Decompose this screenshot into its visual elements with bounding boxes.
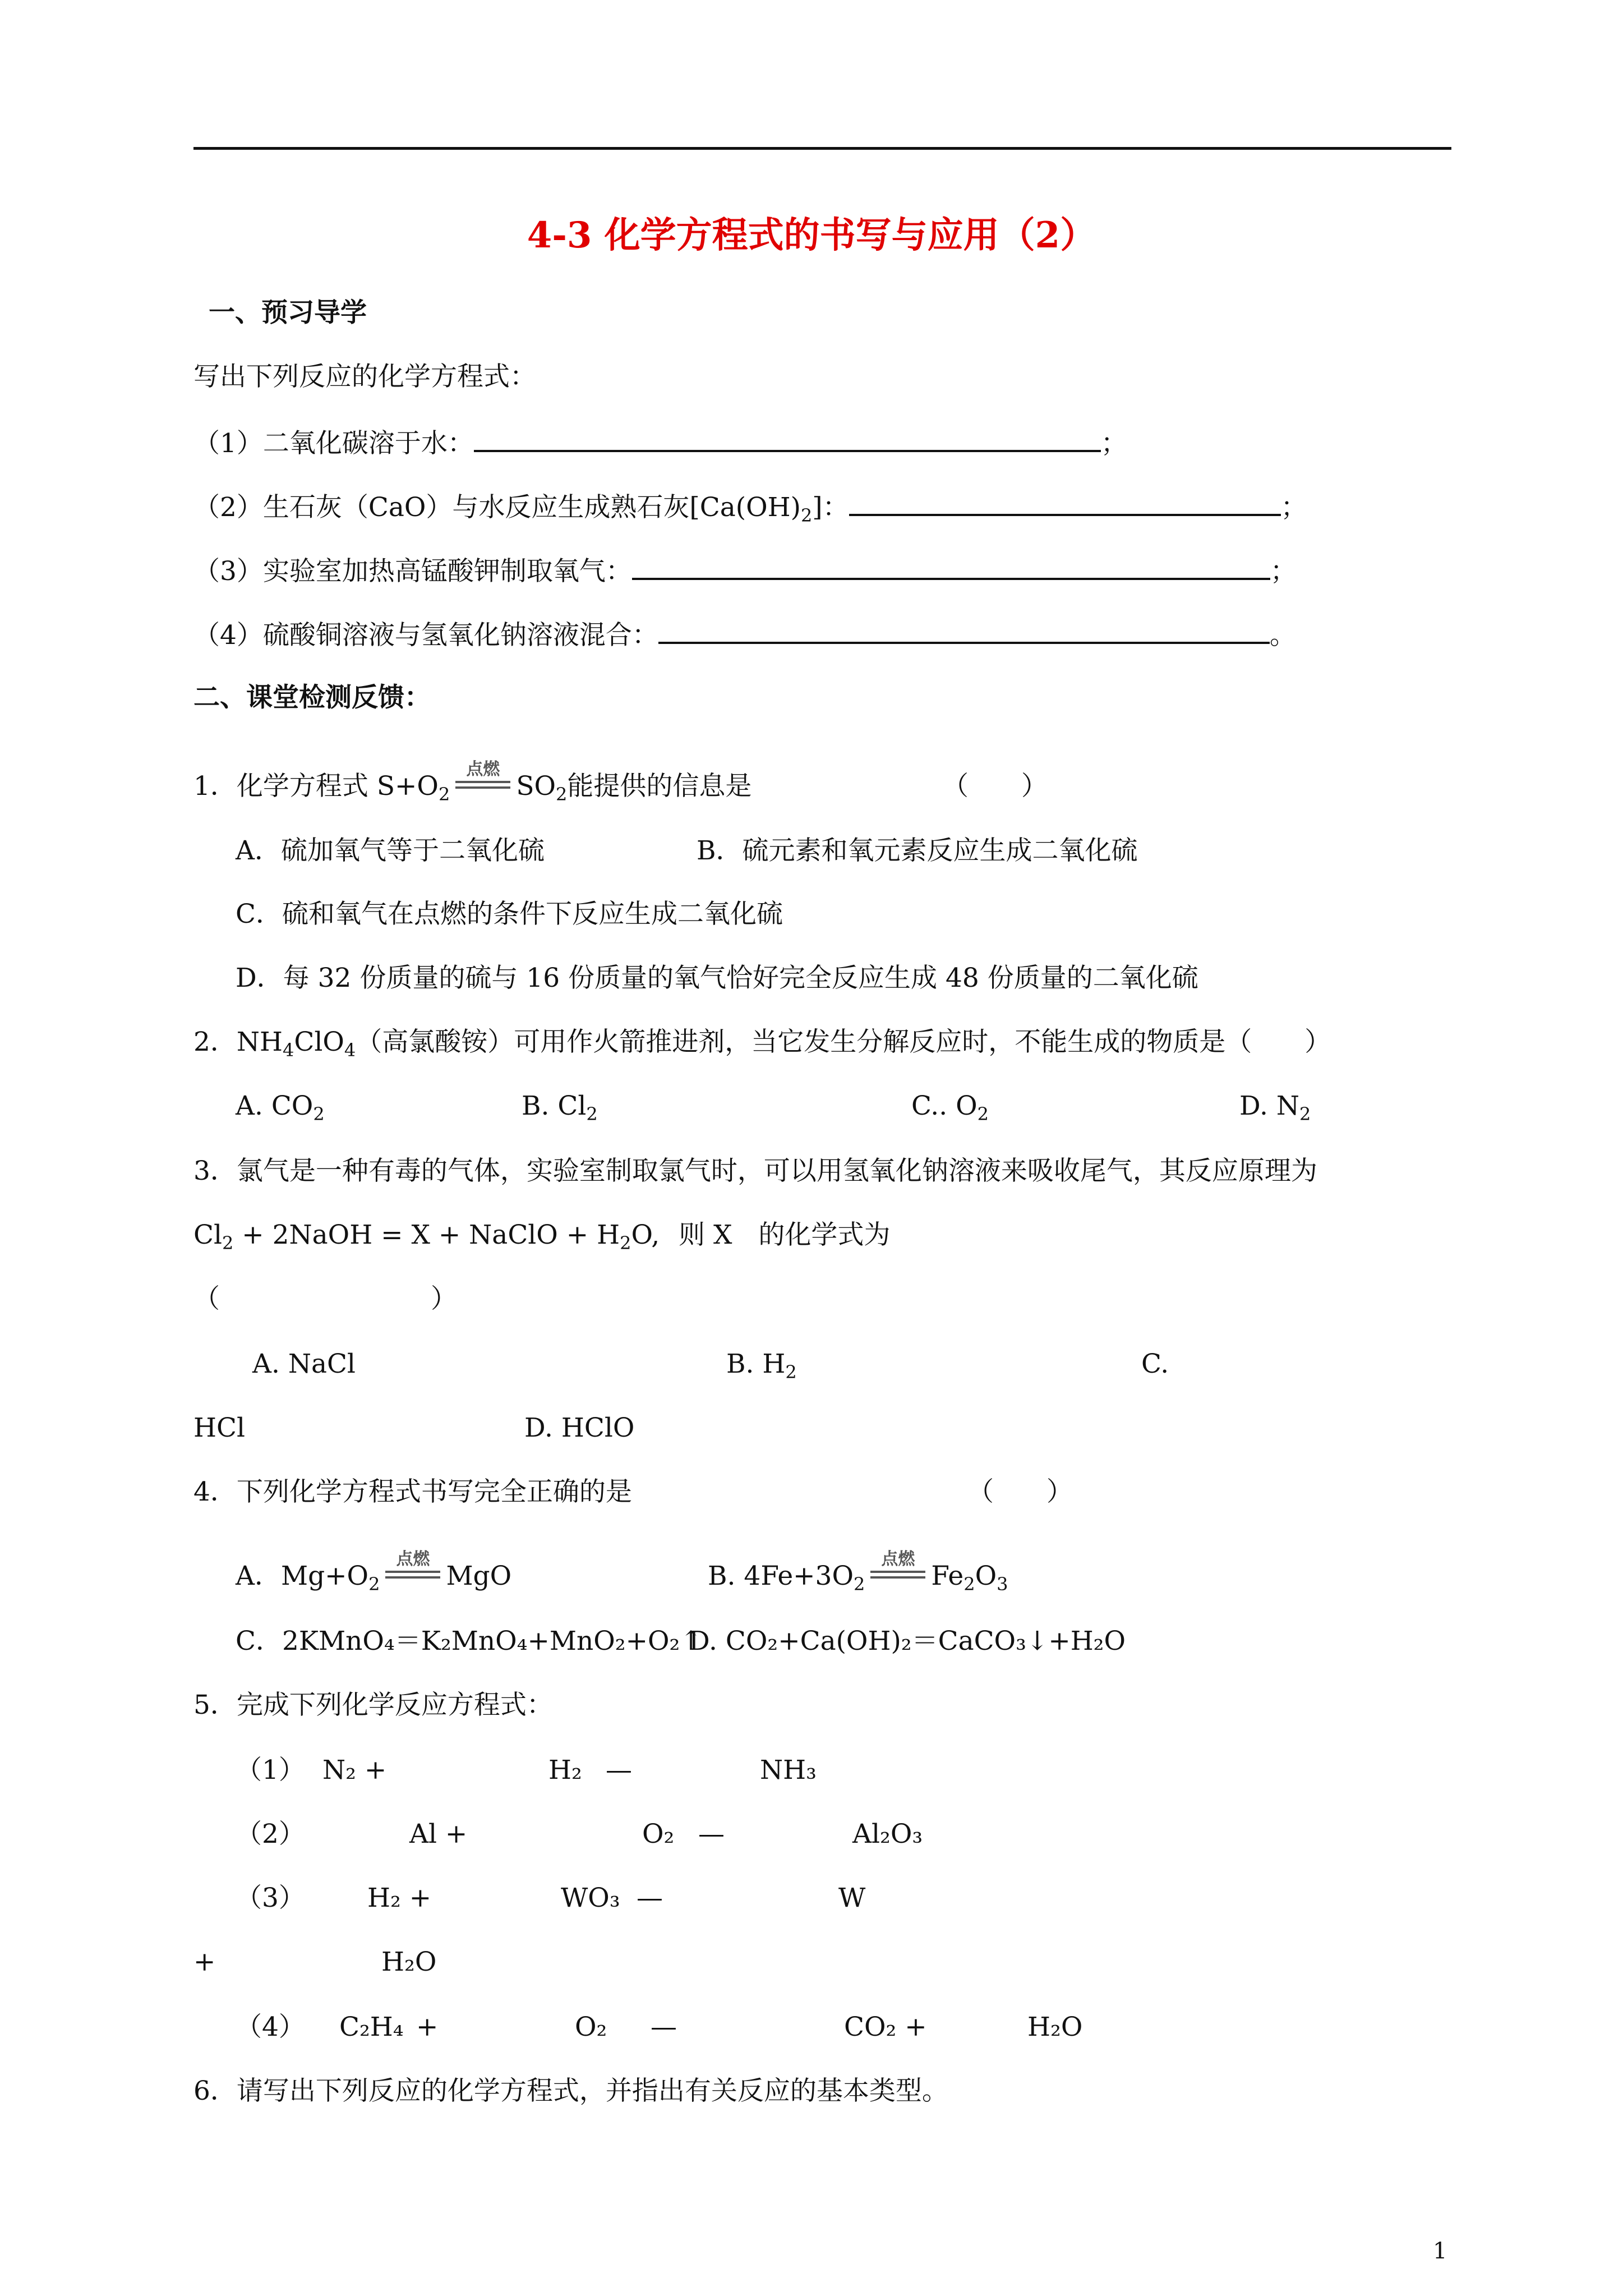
q3-option-c[interactable]: C.: [1141, 1349, 1169, 1379]
prep-question-1: [193, 425, 1127, 461]
prep-q4-text: （4）硫酸铜溶液与氢氧化钠溶液混合：: [193, 620, 658, 651]
period: 。: [1269, 620, 1296, 651]
question-2-stem: [193, 1025, 1331, 1059]
q2-text-end: （高氯酸铵）可用作火箭推进剂，当它发生分解反应时，不能生成的物质是（ ）: [356, 1027, 1331, 1057]
q5-r2-reactant-1: Al +: [409, 1819, 468, 1849]
q4-option-b[interactable]: B. $4Fe+3O_2$ 点燃 $Fe_2O_3$: [708, 1549, 1008, 1595]
page-title: 4-3 化学方程式的书写与应用（2）: [527, 214, 1096, 256]
q2-text: 2．NH: [193, 1027, 283, 1057]
subscript: 2: [800, 505, 813, 526]
q5-r2-dash: —: [698, 1819, 725, 1849]
q2-option-d[interactable]: D. $N_2$: [1239, 1091, 1311, 1125]
reaction-condition-arrow: 点燃: [385, 1559, 440, 1593]
q4-option-d[interactable]: D. CO₂+Ca(OH)₂＝CaCO₃↓+H₂O: [689, 1626, 1126, 1657]
q5-r3-product-2: H₂O: [381, 1947, 437, 1977]
q2-text: ClO: [294, 1027, 344, 1057]
answer-blank-1[interactable]: [474, 425, 1101, 452]
q5-r1-reactant-2: H₂: [548, 1755, 582, 1786]
question-4-stem: 4．下列化学方程式书写完全正确的是: [193, 1476, 632, 1507]
q5-reaction-2-label: （2）: [236, 1819, 305, 1849]
q1-option-d[interactable]: D．每 32 份质量的硫与 16 份质量的氧气恰好完全反应生成 48 份质量的二氧化硫: [236, 963, 1198, 993]
q4-option-a[interactable]: A．$Mg+O_2$ 点燃 MgO: [236, 1549, 512, 1595]
q5-r3-dash: —: [637, 1883, 663, 1913]
prep-q2-text-end: ]：: [812, 492, 849, 523]
q1-option-b[interactable]: B．硫元素和氧元素反应生成二氧化硫: [697, 835, 1138, 866]
prep-question-3: [193, 553, 1297, 588]
semicolon: ；: [1100, 428, 1127, 459]
answer-blank-3[interactable]: [632, 553, 1270, 580]
prep-question-4: [193, 617, 1296, 652]
q5-r3-reactant-1: H₂ +: [367, 1883, 432, 1913]
question-3-ask: 则 X 的化学式为: [679, 1220, 891, 1250]
subscript: 2: [438, 784, 450, 805]
reaction-condition-arrow: [455, 760, 510, 803]
q3-option-c-value[interactable]: HCl: [193, 1412, 245, 1443]
q2-option-a[interactable]: A. $CO_2$: [236, 1091, 325, 1125]
q1-product: SO: [516, 771, 556, 802]
semicolon: ；: [1280, 492, 1307, 523]
prep-q1-text: （1）二氧化碳溶于水：: [193, 428, 474, 459]
q3-answer-paren[interactable]: （ ）: [193, 1283, 457, 1314]
q5-r3-reactant-2: WO₃: [561, 1883, 620, 1913]
q1-text-end: 能提供的信息是: [567, 771, 752, 802]
answer-blank-4[interactable]: [658, 617, 1270, 644]
condition-label: 点燃: [466, 760, 500, 779]
q5-r1-product: NH₃: [760, 1755, 817, 1786]
question-3-equation: $Cl_2$ + 2NaOH = X + NaClO + $H_2O$,: [193, 1220, 660, 1254]
q4-option-c[interactable]: C．2KMnO₄＝K₂MnO₄+MnO₂+O₂↑: [236, 1626, 702, 1657]
section2-heading: 二、课堂检测反馈：: [193, 682, 431, 713]
q5-reaction-3-label: （3）: [236, 1883, 305, 1913]
q1-option-a[interactable]: A．硫加氧气等于二氧化硫: [236, 835, 545, 866]
q5-r4-plus: +: [416, 2012, 439, 2042]
q4-answer-paren[interactable]: （ ）: [967, 1476, 1073, 1507]
q1-answer-paren[interactable]: （ ）: [942, 771, 1048, 802]
header-rule: [193, 147, 1451, 150]
q5-reaction-4-label: （4）: [236, 2012, 305, 2042]
page-number: 1: [1433, 2238, 1447, 2264]
q5-r3-plus: +: [193, 1947, 216, 1977]
q5-r3-product-1: W: [838, 1883, 866, 1913]
q5-r4-reactant-1: C₂H₄: [339, 2012, 404, 2042]
q2-option-c[interactable]: C.. $O_2$: [911, 1091, 989, 1125]
reaction-condition-arrow: 点燃: [870, 1559, 925, 1593]
subscript: 4: [283, 1039, 294, 1061]
question-5-stem: 5．完成下列化学反应方程式：: [193, 1690, 553, 1720]
prep-q3-text: （3）实验室加热高锰酸钾制取氧气：: [193, 556, 632, 587]
section1-heading: 一、预习导学: [209, 297, 367, 328]
question-3-stem: 3．氯气是一种有毒的气体，实验室制取氯气时，可以用氢氧化钠溶液来吸收尾气，其反应原理为: [193, 1156, 1317, 1186]
semicolon: ；: [1270, 556, 1297, 587]
section1-intro: 写出下列反应的化学方程式：: [193, 361, 536, 392]
q3-option-b[interactable]: B. $H_2$: [726, 1349, 797, 1383]
q5-reaction-1-label: （1）: [236, 1755, 305, 1786]
q1-text: 1．化学方程式 S+O: [193, 771, 439, 802]
q5-r4-product-1: CO₂ +: [844, 2012, 927, 2042]
q5-r2-product: Al₂O₃: [852, 1819, 923, 1849]
prep-question-2: [193, 489, 1307, 524]
subscript: 4: [344, 1039, 356, 1061]
q5-r4-dash: —: [651, 2012, 677, 2042]
q3-option-d[interactable]: D. HClO: [524, 1412, 635, 1443]
q2-option-b[interactable]: B. $Cl_2$: [522, 1091, 598, 1125]
q5-r4-reactant-2: O₂: [575, 2012, 607, 2042]
question-1-stem: [193, 760, 752, 805]
q5-r1-reactant-1: N₂ +: [322, 1755, 387, 1786]
q1-option-c[interactable]: C．硫和氧气在点燃的条件下反应生成二氧化硫: [236, 899, 783, 930]
q5-r1-dash: —: [606, 1755, 632, 1786]
answer-blank-2[interactable]: [849, 489, 1281, 516]
q5-r2-reactant-2: O₂: [642, 1819, 675, 1849]
q5-r4-product-2: H₂O: [1027, 2012, 1083, 2042]
question-6-stem: 6．请写出下列反应的化学方程式，并指出有关反应的基本类型。: [193, 2076, 948, 2106]
q3-option-a[interactable]: A. NaCl: [252, 1349, 356, 1379]
subscript: 2: [556, 784, 568, 805]
prep-q2-text: （2）生石灰（CaO）与水反应生成熟石灰[Ca(OH): [193, 492, 801, 523]
